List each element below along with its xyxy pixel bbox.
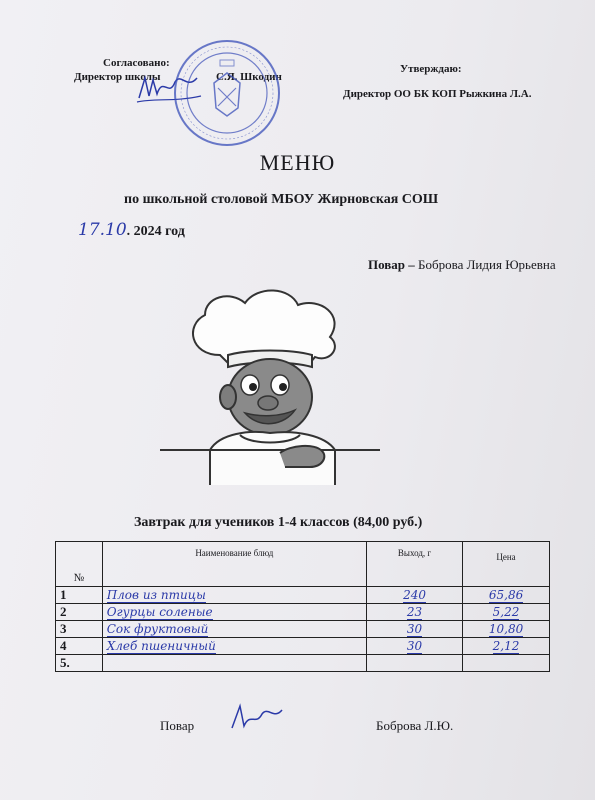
row-output: 23 xyxy=(406,604,423,619)
approver-line: Директор ОО БК КОП Рыжкина Л.А. xyxy=(343,88,532,100)
table-header-row xyxy=(56,542,550,587)
table-row xyxy=(56,621,550,638)
school-subtitle: по школьной столовой МБОУ Жирновская СОШ xyxy=(124,192,439,207)
table-row xyxy=(56,604,550,621)
row-output: 30 xyxy=(406,638,423,653)
header-name: Наименование блюд xyxy=(102,542,366,587)
footer-cook-name: Боброва Л.Ю. xyxy=(376,718,454,733)
row-num: 2 xyxy=(56,604,103,621)
chef-illustration xyxy=(150,285,390,485)
table-row xyxy=(56,638,550,655)
cook-line xyxy=(368,257,556,273)
director-name: С.Я. Шкодин xyxy=(216,71,282,83)
row-dish-name: Плов из птицы xyxy=(106,587,206,602)
cook-full-name: Боброва Лидия Юрьевна xyxy=(418,257,556,272)
school-stamp xyxy=(172,38,282,148)
row-output xyxy=(366,655,462,672)
table-row xyxy=(56,655,550,672)
row-dish-name: Сок фруктовый xyxy=(106,621,209,636)
row-price: 2,12 xyxy=(492,638,520,653)
row-price xyxy=(463,655,550,672)
row-price: 65,86 xyxy=(488,587,524,602)
footer-cook-label: Повар xyxy=(160,718,195,733)
table-row xyxy=(56,587,550,604)
row-output: 240 xyxy=(403,587,426,602)
row-num: 4 xyxy=(56,638,103,655)
row-dish-name: Хлеб пшеничный xyxy=(106,638,216,653)
row-price: 5,22 xyxy=(492,604,520,619)
row-dish-name: Огурцы соленые xyxy=(106,604,213,619)
row-num: 3 xyxy=(56,621,103,638)
cook-label: Повар – xyxy=(368,257,415,272)
date-printed: . 2024 год xyxy=(126,224,185,239)
director-label: Директор школы xyxy=(74,71,161,83)
header-price: Цена xyxy=(463,542,550,587)
row-num: 5. xyxy=(56,655,103,672)
menu-table xyxy=(55,541,550,672)
row-dish-name xyxy=(102,655,366,672)
header-num: № xyxy=(56,542,103,587)
row-price: 10,80 xyxy=(488,621,524,636)
menu-date xyxy=(78,220,185,240)
date-handwritten: 17.10 xyxy=(78,220,127,240)
cook-signature xyxy=(226,702,286,734)
agreed-label: Согласовано: xyxy=(103,57,170,69)
approve-label: Утверждаю: xyxy=(400,63,462,75)
meal-heading: Завтрак для учеников 1-4 классов (84,00 руб.) xyxy=(134,515,423,530)
row-num: 1 xyxy=(56,587,103,604)
row-output: 30 xyxy=(406,621,423,636)
page-title: МЕНЮ xyxy=(259,150,336,175)
header-output: Выход, г xyxy=(366,542,462,587)
